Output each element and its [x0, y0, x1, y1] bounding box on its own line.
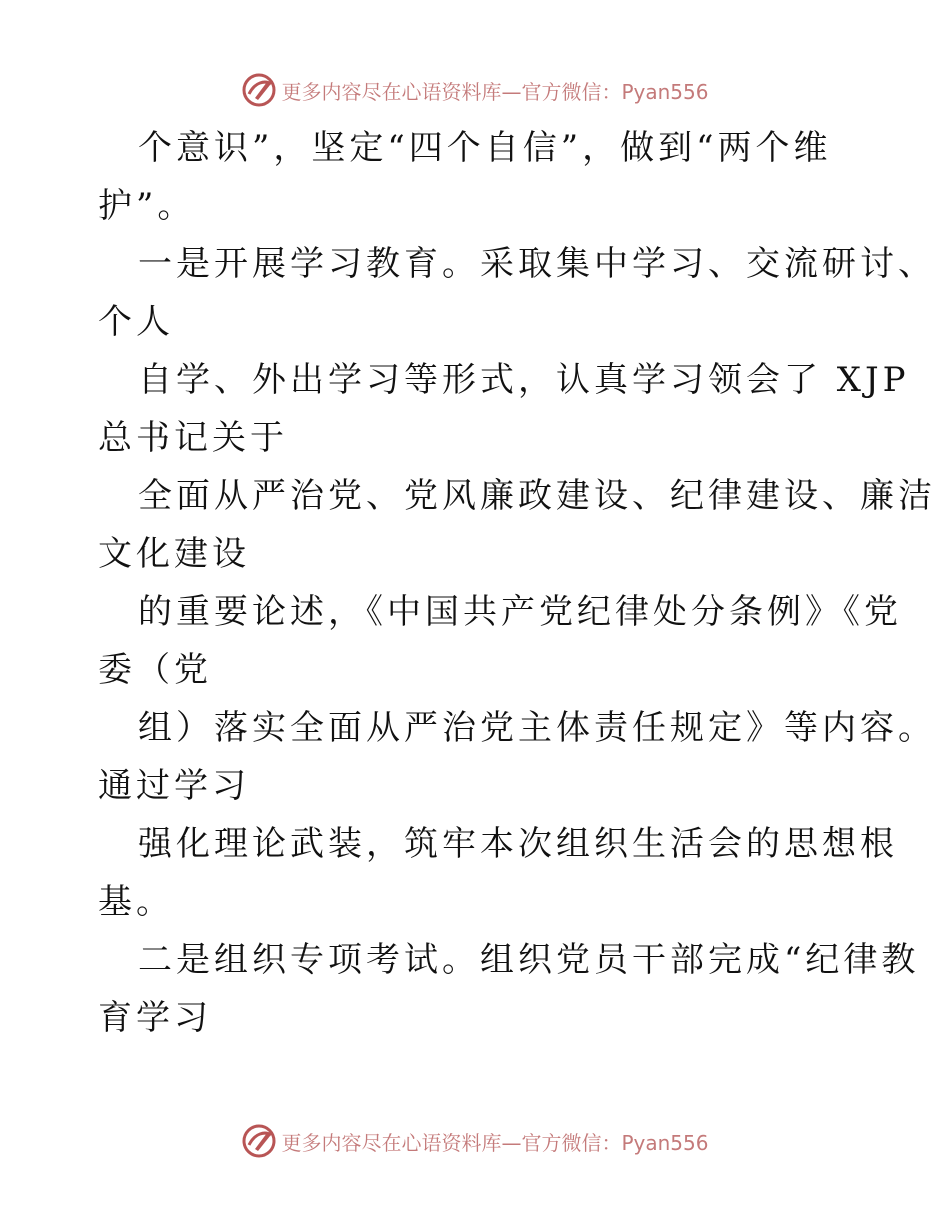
watermark-footer-text: 更多内容尽在心语资料库—官方微信：Pyan556	[281, 1130, 709, 1155]
body-line: 委（党	[98, 650, 212, 690]
body-line: 的重要论述，《中国共产党纪律处分条例》《党	[138, 592, 902, 632]
body-line: 一是开展学习教育。采取集中学习、交流研讨、	[138, 244, 936, 284]
body-line: 二是组织专项考试。组织党员干部完成“纪律教	[138, 940, 920, 980]
body-line: 全面从严治党、党风廉政建设、纪律建设、廉洁	[138, 476, 936, 516]
body-line: 通过学习	[98, 766, 250, 806]
watermark-footer	[0, 1121, 950, 1161]
brand-logo-icon	[241, 1123, 277, 1159]
body-line: 护”。	[98, 186, 196, 226]
body-line: 文化建设	[98, 534, 250, 574]
body-line: 育学习	[98, 998, 212, 1038]
body-line: 自学、外出学习等形式，认真学习领会了 XJP	[138, 360, 910, 400]
watermark-header-text: 更多内容尽在心语资料库—官方微信：Pyan556	[281, 79, 709, 104]
body-line: 个意识”，坚定“四个自信”，做到“两个维	[138, 128, 832, 168]
body-line: 基。	[98, 882, 174, 922]
body-line: 组）落实全面从严治党主体责任规定》等内容。	[138, 708, 936, 748]
body-line: 强化理论武装，筑牢本次组织生活会的思想根	[138, 824, 898, 864]
body-line: 总书记关于	[98, 418, 288, 458]
body-line: 个人	[98, 302, 174, 342]
